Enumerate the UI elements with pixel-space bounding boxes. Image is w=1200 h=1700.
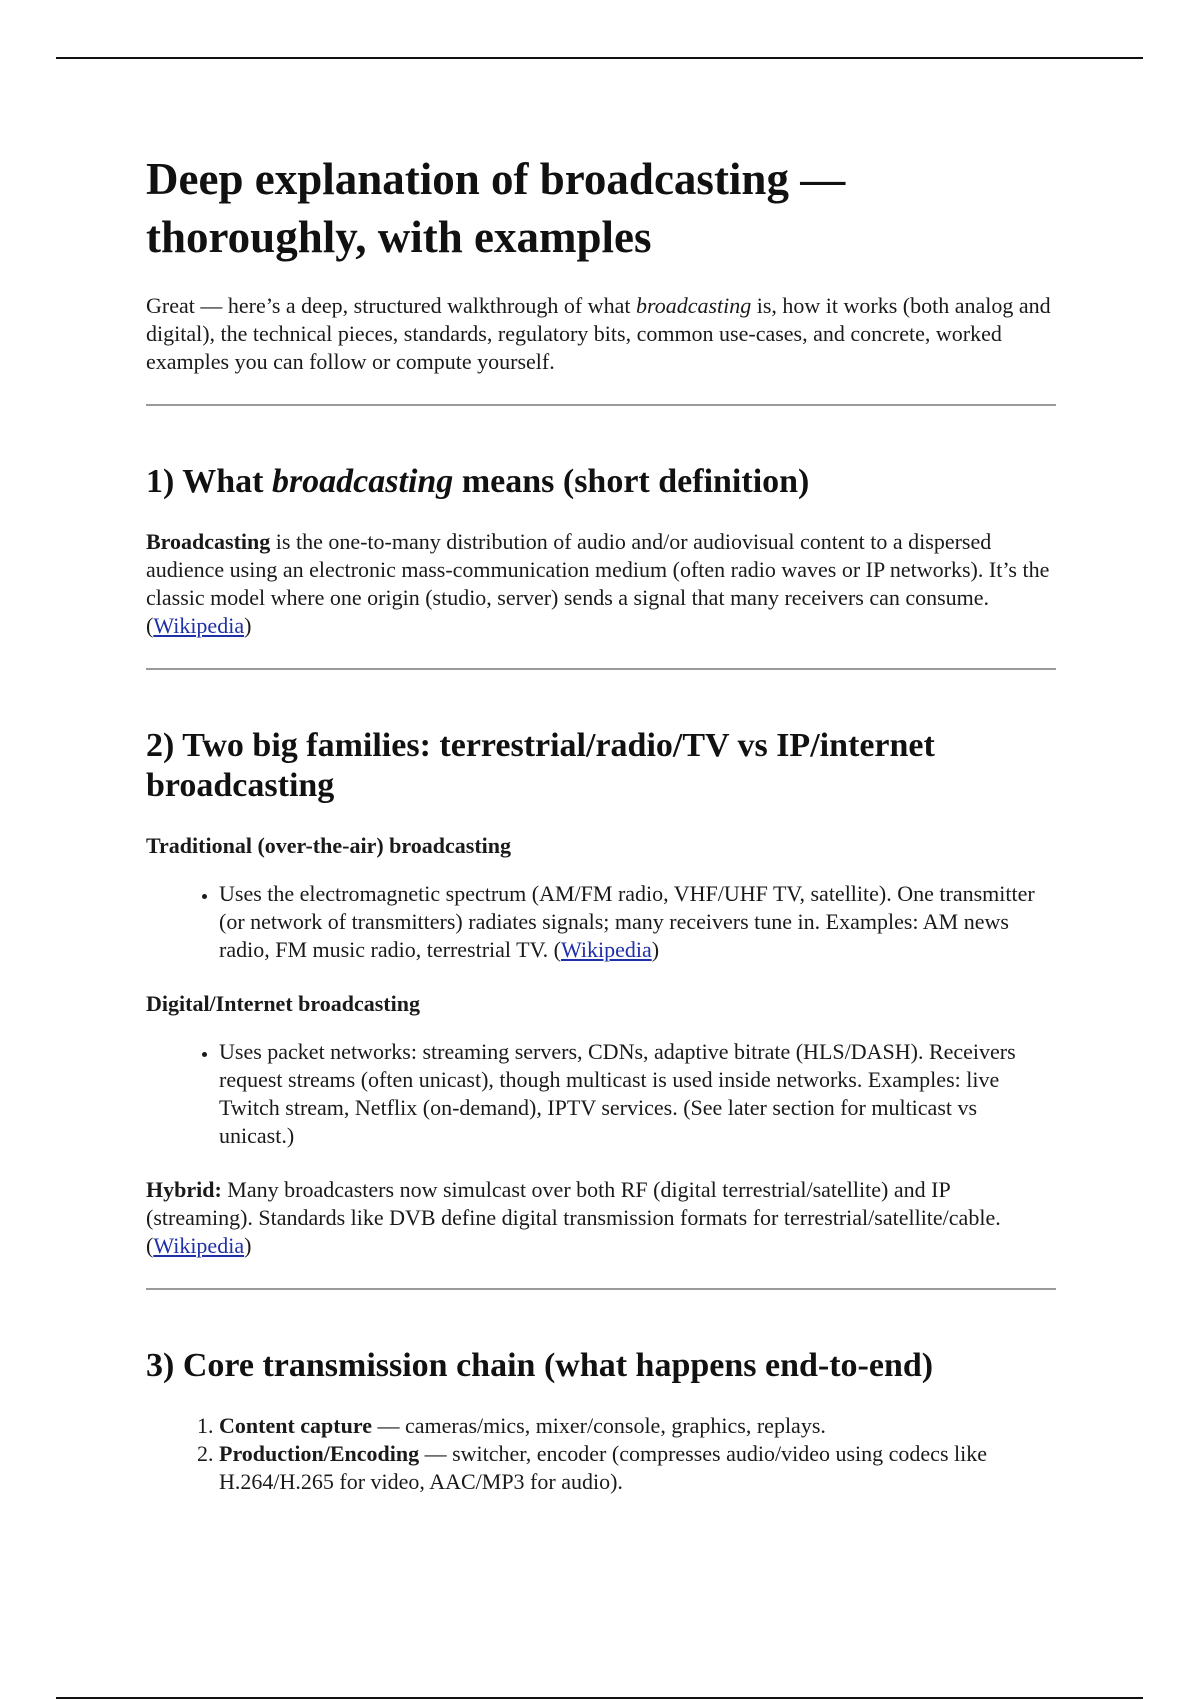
intro-emphasis: broadcasting	[635, 293, 752, 318]
wikipedia-link[interactable]: Wikipedia	[560, 937, 652, 962]
heading-text: 1) What	[146, 463, 272, 500]
page-bottom-rule	[56, 1697, 1143, 1699]
hybrid-text: Many broadcasters now simulcast over both RF (digital terrestrial/satellite) and IP (streaming). Standards like DVB define digital transmission formats for terrestrial/satellite/cable. (	[146, 1177, 1001, 1258]
intro-paragraph	[146, 292, 1056, 376]
definition-paragraph	[146, 528, 1056, 640]
heading-emphasis: broadcasting	[271, 463, 454, 500]
wikipedia-link[interactable]: Wikipedia	[153, 1233, 245, 1258]
hybrid-label: Hybrid:	[146, 1177, 222, 1202]
definition-text: is the one-to-many distribution of audio and/or audiovisual content to a dispersed audience using an electronic mass-communication medium (often radio waves or IP networks). It’s the classic model where one origin (studio, server) sends a signal that many receivers can consume. (	[146, 529, 1050, 638]
page-top-rule	[56, 57, 1143, 59]
traditional-label: Traditional (over-the-air) broadcasting	[146, 833, 511, 858]
list-item	[219, 1412, 1056, 1440]
definition-term: Broadcasting	[146, 529, 271, 554]
list-item	[219, 1440, 1056, 1496]
paren-close: )	[244, 613, 252, 638]
intro-text-end: is, how it works (both analog and digital), the technical pieces, standards, regulatory bits, common use-cases, and concrete, worked examples you can follow or compute yourself.	[146, 293, 1051, 374]
paren-close: )	[651, 937, 660, 962]
list-item	[219, 880, 1056, 964]
hybrid-paragraph	[146, 1176, 1056, 1260]
step-text: — cameras/mics, mixer/console, graphics, replays.	[371, 1413, 826, 1438]
heading-text: means (short definition)	[453, 463, 810, 500]
paren-close: )	[244, 1233, 252, 1258]
section-3-heading: 3) Core transmission chain (what happens end-to-end)	[146, 1347, 934, 1384]
traditional-list	[146, 880, 1056, 964]
section-2-heading: 2) Two big families: terrestrial/radio/TV vs IP/internet broadcasting	[146, 727, 935, 804]
step-term: Content capture	[219, 1413, 372, 1438]
transmission-steps-list	[146, 1412, 1056, 1496]
wikipedia-link[interactable]: Wikipedia	[153, 613, 245, 638]
section-families	[146, 670, 1056, 1260]
section-1-heading	[146, 462, 1056, 502]
list-item: • Uses packet networks: streaming servers, CDNs, adaptive bitrate (HLS/DASH). Receivers request streams (often unicast), though multicast is used inside networks. Examples: live Twitch stream, Netflix (on-demand), IPTV services. (See later section for multicast vs unicast.)	[219, 1038, 1056, 1150]
step-term: Production/Encoding	[219, 1441, 420, 1466]
document-body	[146, 140, 1056, 1522]
step-text: — switcher, encoder (compresses audio/video using codecs like H.264/H.265 for video, AAC/MP3 for audio).	[219, 1441, 987, 1494]
section-transmission-chain	[146, 1290, 1056, 1496]
list-item-text: Uses the electromagnetic spectrum (AM/FM radio, VHF/UHF TV, satellite). One transmitter (or network of transmitters) radiates signals; many receivers tune in. Examples: AM news radio, FM music radio, terrestrial TV. (	[219, 881, 1035, 962]
digital-label: Digital/Internet broadcasting	[146, 991, 420, 1016]
digital-list	[146, 1038, 1056, 1150]
page-title: Deep explanation of broadcasting — thoroughly, with examples	[146, 154, 846, 262]
intro-text-start: Great — here’s a deep, structured walkthrough of what	[146, 293, 636, 318]
section-definition	[146, 406, 1056, 640]
